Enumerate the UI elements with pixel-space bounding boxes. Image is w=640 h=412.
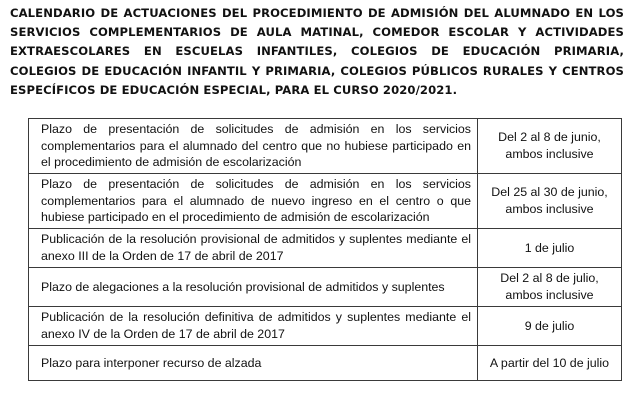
activity-date: Del 2 al 8 de junio, ambos inclusive — [478, 119, 622, 174]
activity-description: Publicación de la resolución definitiva de admitidos y suplentes mediante el anexo IV de la Orden de 17 de abril de 2017 — [29, 307, 478, 346]
activity-description: Plazo de alegaciones a la resolución provisional de admitidos y suplentes — [29, 268, 478, 307]
activity-date: 9 de julio — [478, 307, 622, 346]
activity-date: A partir del 10 de julio — [478, 346, 622, 381]
activity-description: Plazo de presentación de solicitudes de admisión en los servicios complementarios para el alumnado del centro que no hubiese participado en el procedimiento de admisión de escolarización — [29, 119, 478, 174]
table-row — [29, 119, 622, 174]
activity-date: Del 25 al 30 de junio, ambos inclusive — [478, 174, 622, 229]
table-row — [29, 174, 622, 229]
table-row — [29, 346, 622, 381]
table-row — [29, 229, 622, 268]
admission-calendar-table — [28, 118, 622, 381]
activity-description: Publicación de la resolución provisional de admitidos y suplentes mediante el anexo III de la Orden de 17 de abril de 2017 — [29, 229, 478, 268]
activity-date: 1 de julio — [478, 229, 622, 268]
table-row — [29, 307, 622, 346]
activity-date: Del 2 al 8 de julio, ambos inclusive — [478, 268, 622, 307]
table-row — [29, 268, 622, 307]
activity-description: Plazo de presentación de solicitudes de admisión en los servicios complementarios para el alumnado de nuevo ingreso en el centro o que hubiese participado en el procedimiento de admisión de escolarización — [29, 174, 478, 229]
activity-description: Plazo para interponer recurso de alzada — [29, 346, 478, 381]
document-heading: CALENDARIO DE ACTUACIONES DEL PROCEDIMIENTO DE ADMISIÓN DEL ALUMNADO EN LOS SERVICIOS COMPLEMENTARIOS DE AULA MATINAL, COMEDOR ESCOLAR Y ACTIVIDADES EXTRAESCOLARES EN ESCUELAS INFANTILES, COLEGIOS DE EDUCACIÓN PRIMARIA, COLEGIOS DE EDUCACIÓN INFANTIL Y PRIMARIA, COLEGIOS PÚBLICOS RURALES Y CENTROS ESPECÍFICOS DE EDUCACIÓN ESPECIAL, PARA EL CURSO 2020/2021. — [10, 6, 624, 97]
